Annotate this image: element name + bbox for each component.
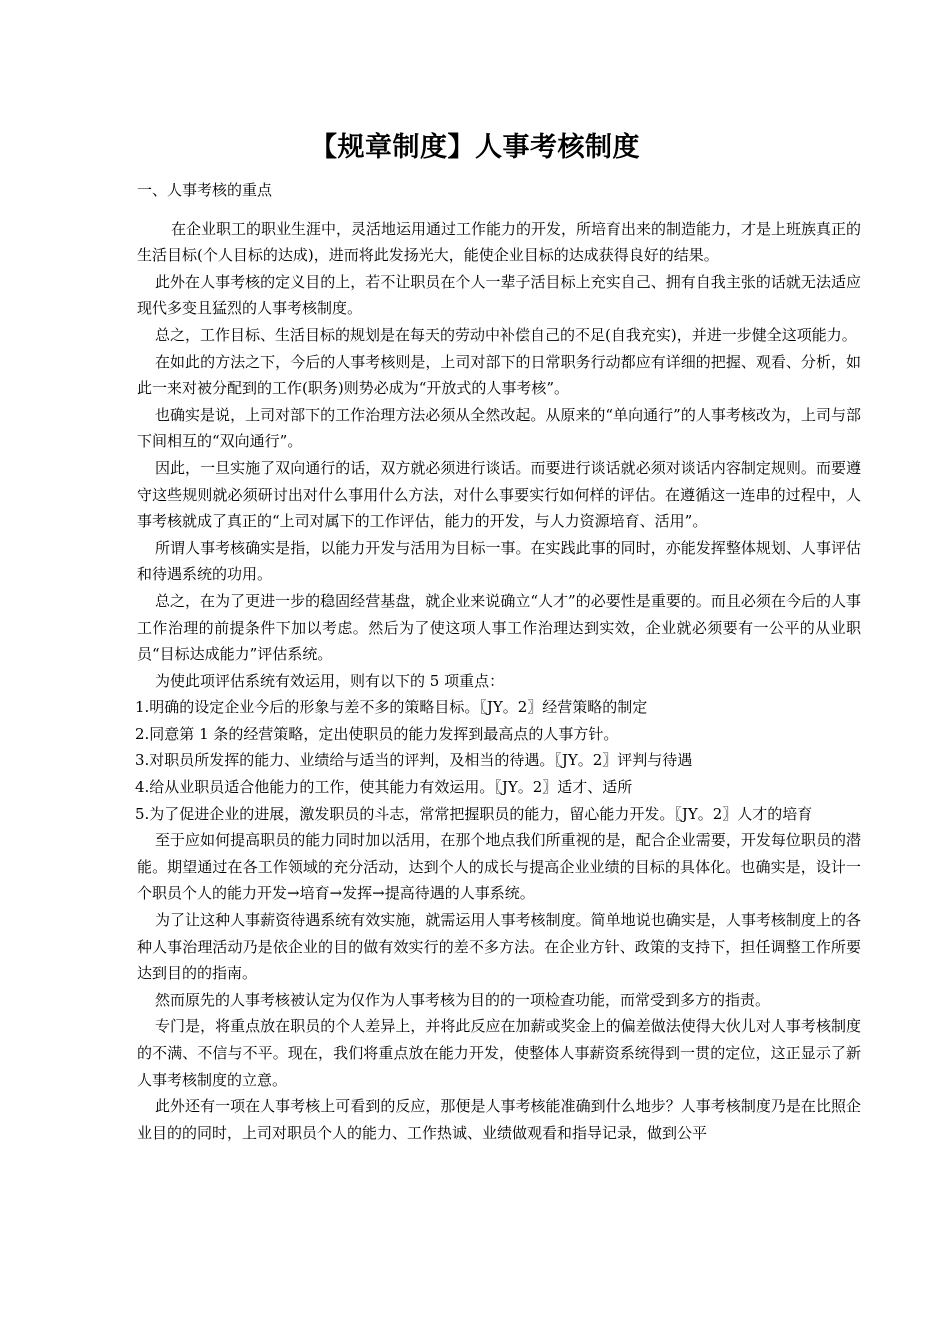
list-item: 3.对职员所发挥的能力、业绩给与适当的评判，及相当的待遇。〖JY。2〗评判与待遇 <box>135 751 693 770</box>
body-paragraph: 总之，工作目标、生活目标的规划是在每天的劳动中补偿自己的不足(自我充实)，并进一步健全这项能力。 <box>155 325 857 344</box>
body-paragraph: 在如此的方法之下，今后的人事考核则是，上司对部下的日常职务行动都应有详细的把握、观看、分析，如此一来对被分配到的工作(职务)则势必成为“开放式的人事考核”。 <box>137 352 861 398</box>
body-paragraph: 在企业职工的职业生涯中，灵活地运用通过工作能力的开发，所培育出来的制造能力，才是上班族真正的生活目标(个人目标的达成)，进而将此发扬光大，能使企业目标的达成获得良好的结果。 <box>137 219 862 265</box>
body-paragraph: 为使此项评估系统有效运用，则有以下的 5 项重点： <box>155 671 505 690</box>
list-item: 1.明确的设定企业今后的形象与差不多的策略目标。〖JY。2〗经营策略的制定 <box>135 698 648 717</box>
list-item: 5.为了促进企业的进展，激发职员的斗志，常常把握职员的能力，留心能力开发。〖JY。2〗人才的培育 <box>135 804 813 823</box>
body-paragraph: 总之，在为了更进一步的稳固经营基盘，就企业来说确立“人才”的必要性是重要的。而且必须在今后的人事工作治理的前提条件下加以考虑。然后为了使这项人事工作治理达到实效，企业就必须要有一公平的从业职员“目标达成能力”评估系统。 <box>137 591 861 664</box>
list-item: 4.给从业职员适合他能力的工作，使其能力有效运用。〖JY。2〗适才、适所 <box>135 778 633 797</box>
body-paragraph: 所谓人事考核确实是指，以能力开发与活用为目标一事。在实践此事的同时，亦能发挥整体规划、人事评估和待遇系统的功用。 <box>137 538 861 584</box>
body-paragraph: 此外在人事考核的定义目的上，若不让职员在个人一辈子活目标上充实自己、拥有自我主张的话就无法适应现代多变且猛烈的人事考核制度。 <box>137 272 861 318</box>
body-paragraph: 为了让这种人事薪资待遇系统有效实施，就需运用人事考核制度。简单地说也确实是，人事考核制度上的各种人事治理活动乃是依企业的目的做有效实行的差不多方法。在企业方针、政策的支持下，担任调整工作所要达到目的的指南。 <box>137 911 861 983</box>
section-heading: 一、人事考核的重点 <box>137 181 273 199</box>
document-body <box>137 177 861 1146</box>
body-paragraph: 至于应如何提高职员的能力同时加以活用，在那个地点我们所重视的是，配合企业需要，开发每位职员的潜能。期望通过在各工作领域的充分活动，达到个人的成长与提高企业业绩的目标的具体化。也确实是，设计一个职员个人的能力开发→培育→发挥→提高待遇的人事系统。 <box>137 831 861 903</box>
body-paragraph: 此外还有一项在人事考核上可看到的反应，那便是人事考核能准确到什么地步？人事考核制度乃是在比照企业目的的同时，上司对职员个人的能力、工作热诚、业绩做观看和指导记录，做到公平 <box>137 1097 861 1142</box>
document-title: 【规章制度】人事考核制度 <box>310 132 640 163</box>
body-paragraph: 也确实是说，上司对部下的工作治理方法必须从全然改起。从原来的“单向通行”的人事考核改为，上司与部下间相互的“双向通行”。 <box>137 405 861 451</box>
body-paragraph: 专门是，将重点放在职员的个人差异上，并将此反应在加薪或奖金上的偏差做法使得大伙儿对人事考核制度的不满、不信与不平。现在，我们将重点放在能力开发，使整体人事薪资系统得到一贯的定位，这正显示了新人事考核制度的立意。 <box>137 1017 861 1089</box>
list-item: 2.同意第 1 条的经营策略，定出使职员的能力发挥到最高点的人事方针。 <box>135 724 619 743</box>
body-paragraph: 然而原先的人事考核被认定为仅作为人事考核为目的的一项检查功能，而常受到多方的指责。 <box>155 990 771 1009</box>
body-paragraph: 因此，一旦实施了双向通行的话，双方就必须进行谈话。而要进行谈话就必须对谈话内容制定规则。而要遵守这些规则就必须研讨出对什么事用什么方法，对什么事要实行如何样的评估。在遵循这一连串的过程中，人事考核就成了真正的“上司对属下的工作评估，能力的开发，与人力资源培育、活用”。 <box>137 458 861 531</box>
